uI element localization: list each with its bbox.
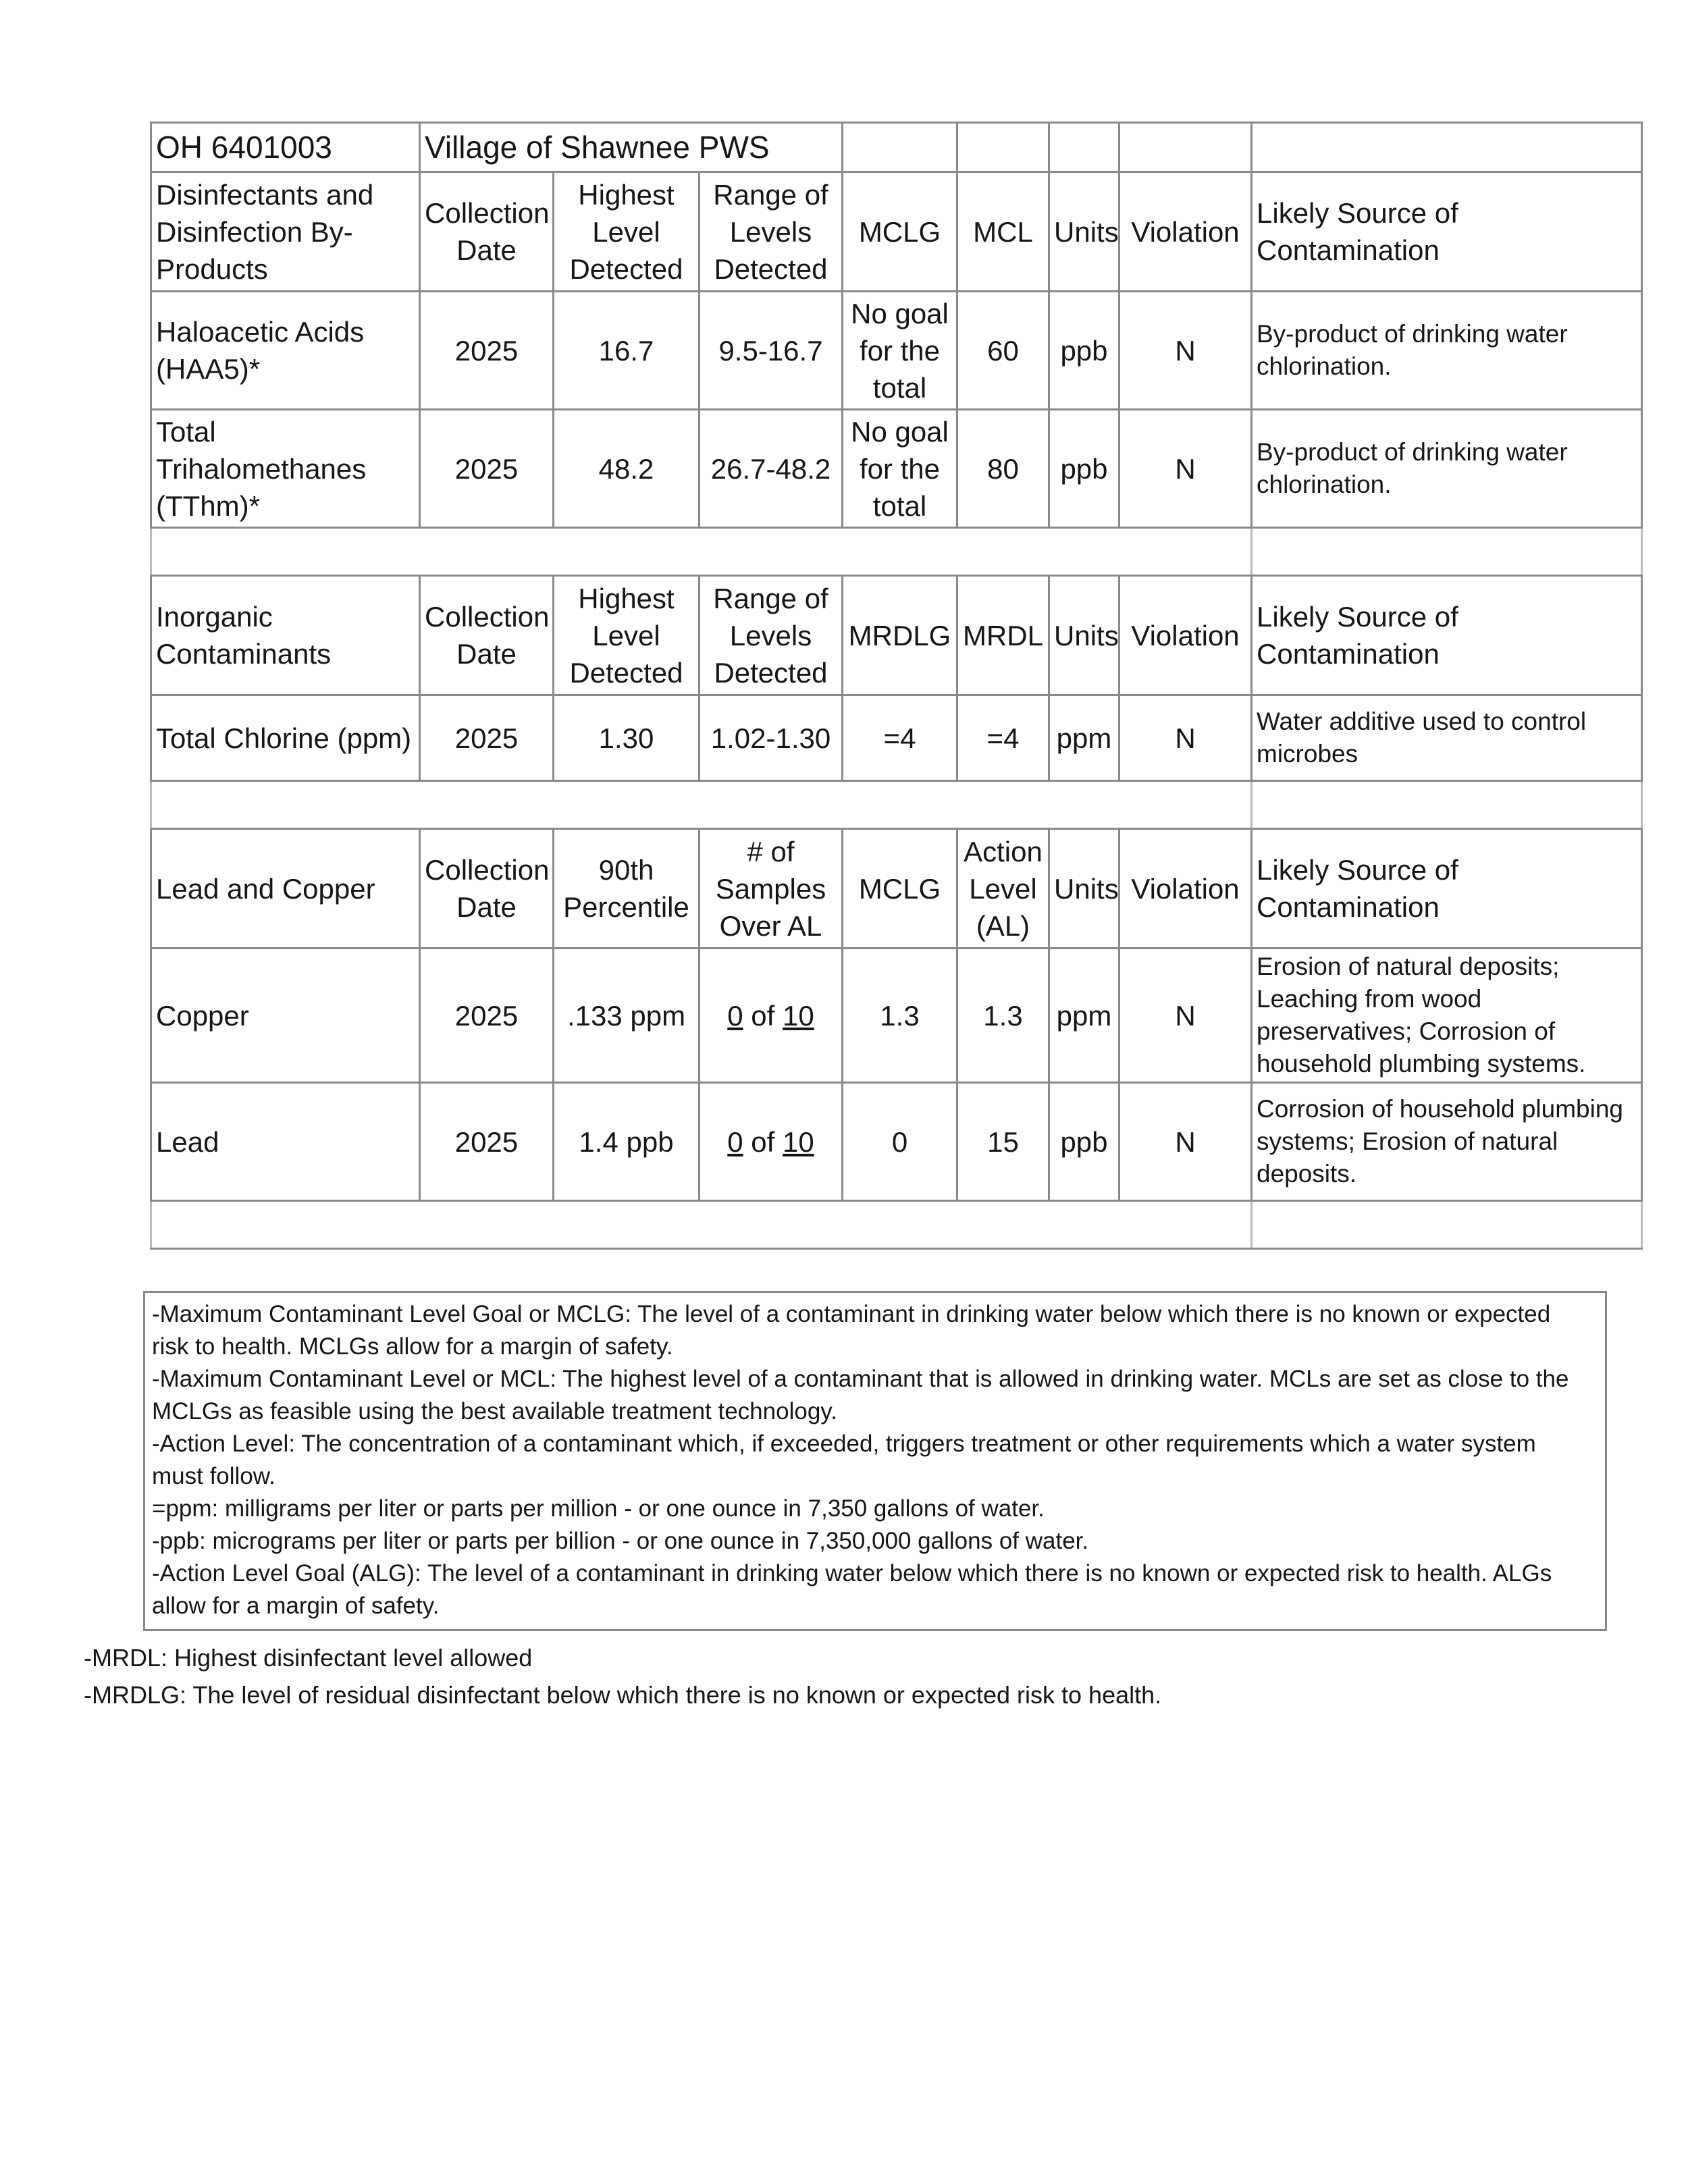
highest-level: 16.7 bbox=[554, 292, 700, 410]
likely-source: Erosion of natural deposits; Leaching from wood preservatives; Corrosion of household plumbing systems. bbox=[1252, 949, 1642, 1083]
contaminant-name: Total Trihalomethanes (TThm)* bbox=[151, 410, 420, 528]
column-header: Violation bbox=[1119, 172, 1252, 292]
column-header: Inorganic Contaminants bbox=[151, 576, 420, 695]
action-level-value: 15 bbox=[957, 1083, 1049, 1201]
column-header: Likely Source of Contamination bbox=[1252, 172, 1642, 292]
blank-cell bbox=[151, 781, 1252, 829]
dbp-header-row bbox=[151, 172, 1642, 292]
units-value: ppb bbox=[1049, 410, 1119, 528]
column-header: Range of Levels Detected bbox=[700, 172, 843, 292]
note-ppb: -ppb: micrograms per liter or parts per billion - or one ounce in 7,350,000 gallons of water. bbox=[152, 1528, 1089, 1554]
violation-value: N bbox=[1119, 695, 1252, 781]
separator-row bbox=[151, 781, 1642, 829]
note-alg: -Action Level Goal (ALG): The level of a contaminant in drinking water below which there is no known or expected risk to health. ALGs allow for a margin of safety. bbox=[152, 1560, 1552, 1619]
column-header: Collection Date bbox=[420, 829, 554, 949]
column-header: MRDLG bbox=[843, 576, 957, 695]
samples-over-count: 0 bbox=[727, 1125, 743, 1158]
note-ppm: =ppm: milligrams per liter or parts per million - or one ounce in 7,350 gallons of water. bbox=[152, 1495, 1045, 1522]
blank-cell bbox=[1252, 528, 1642, 576]
mcl-value: 60 bbox=[957, 292, 1049, 410]
mcl-value: 80 bbox=[957, 410, 1049, 528]
column-header: MRDL bbox=[957, 576, 1049, 695]
column-header: Violation bbox=[1119, 829, 1252, 949]
contaminant-name: Total Chlorine (ppm) bbox=[151, 695, 420, 781]
column-header: # of Samples Over AL bbox=[700, 829, 843, 949]
collection-date: 2025 bbox=[420, 1083, 554, 1201]
extra-definitions bbox=[84, 1639, 1161, 1713]
table-row bbox=[151, 1083, 1642, 1201]
samples-over-of: of bbox=[751, 1125, 775, 1158]
violation-value: N bbox=[1119, 410, 1252, 528]
column-header: 90th Percentile bbox=[554, 829, 700, 949]
column-header: Action Level (AL) bbox=[957, 829, 1049, 949]
samples-over-al bbox=[700, 949, 843, 1083]
highest-level: 48.2 bbox=[554, 410, 700, 528]
samples-total: 10 bbox=[783, 1125, 814, 1158]
likely-source: Corrosion of household plumbing systems; Erosion of natural deposits. bbox=[1252, 1083, 1642, 1201]
column-header: Units bbox=[1049, 829, 1119, 949]
column-header: Collection Date bbox=[420, 172, 554, 292]
units-value: ppm bbox=[1049, 695, 1119, 781]
percentile-90: .133 ppm bbox=[554, 949, 700, 1083]
pws-id: OH 6401003 bbox=[151, 123, 420, 172]
column-header: Collection Date bbox=[420, 576, 554, 695]
note-mclg: -Maximum Contaminant Level Goal or MCLG: The level of a contaminant in drinking water below which there is no known or expected risk to health. MCLGs allow for a margin of safety. bbox=[152, 1301, 1551, 1360]
column-header: Lead and Copper bbox=[151, 829, 420, 949]
collection-date: 2025 bbox=[420, 292, 554, 410]
contaminant-name: Copper bbox=[151, 949, 420, 1083]
collection-date: 2025 bbox=[420, 949, 554, 1083]
note-mcl: -Maximum Contaminant Level or MCL: The highest level of a contaminant that is allowed in drinking water. MCLs are set as close to the MCLGs as feasible using the best available treatment technology. bbox=[152, 1366, 1569, 1424]
mclg-value: No goal for the total bbox=[843, 410, 957, 528]
contaminant-name: Haloacetic Acids (HAA5)* bbox=[151, 292, 420, 410]
lead-copper-header-row bbox=[151, 829, 1642, 949]
contaminant-name: Lead bbox=[151, 1083, 420, 1201]
likely-source: Water additive used to control microbes bbox=[1252, 695, 1642, 781]
samples-total: 10 bbox=[783, 999, 814, 1032]
samples-over-of: of bbox=[751, 999, 775, 1032]
system-header-row bbox=[151, 123, 1642, 172]
units-value: ppm bbox=[1049, 949, 1119, 1083]
column-header: Units bbox=[1049, 172, 1119, 292]
blank-cell bbox=[1252, 1201, 1642, 1249]
table-row bbox=[151, 410, 1642, 528]
column-header: Violation bbox=[1119, 576, 1252, 695]
collection-date: 2025 bbox=[420, 695, 554, 781]
table-row bbox=[151, 949, 1642, 1083]
blank-cell bbox=[151, 1201, 1252, 1249]
blank-cell bbox=[1252, 781, 1642, 829]
column-header: Highest Level Detected bbox=[554, 172, 700, 292]
mclg-value: No goal for the total bbox=[843, 292, 957, 410]
table-row bbox=[151, 292, 1642, 410]
pws-name: Village of Shawnee PWS bbox=[420, 123, 843, 172]
column-header: Highest Level Detected bbox=[554, 576, 700, 695]
highest-level: 1.30 bbox=[554, 695, 700, 781]
blank-cell bbox=[151, 528, 1252, 576]
definitions-box bbox=[143, 1291, 1607, 1631]
blank-cell bbox=[957, 123, 1049, 172]
definition-mrdl: -MRDL: Highest disinfectant level allowed bbox=[84, 1644, 533, 1672]
range-of-levels: 1.02-1.30 bbox=[700, 695, 843, 781]
column-header: MCLG bbox=[843, 829, 957, 949]
violation-value: N bbox=[1119, 292, 1252, 410]
blank-cell bbox=[843, 123, 957, 172]
blank-cell bbox=[1252, 123, 1642, 172]
blank-cell bbox=[1119, 123, 1252, 172]
samples-over-al bbox=[700, 1083, 843, 1201]
separator-row bbox=[151, 528, 1642, 576]
samples-over-count: 0 bbox=[727, 999, 743, 1032]
column-header: Range of Levels Detected bbox=[700, 576, 843, 695]
mclg-value: 1.3 bbox=[843, 949, 957, 1083]
mclg-value: 0 bbox=[843, 1083, 957, 1201]
column-header: Likely Source of Contamination bbox=[1252, 829, 1642, 949]
column-header: MCL bbox=[957, 172, 1049, 292]
action-level-value: 1.3 bbox=[957, 949, 1049, 1083]
range-of-levels: 9.5-16.7 bbox=[700, 292, 843, 410]
separator-row bbox=[151, 1201, 1642, 1249]
percentile-90: 1.4 ppb bbox=[554, 1083, 700, 1201]
violation-value: N bbox=[1119, 949, 1252, 1083]
column-header: MCLG bbox=[843, 172, 957, 292]
likely-source: By-product of drinking water chlorination. bbox=[1252, 292, 1642, 410]
inorganic-header-row bbox=[151, 576, 1642, 695]
water-quality-table bbox=[150, 122, 1641, 1250]
column-header: Disinfectants and Disinfection By-Products bbox=[151, 172, 420, 292]
units-value: ppb bbox=[1049, 1083, 1119, 1201]
collection-date: 2025 bbox=[420, 410, 554, 528]
mrdl-value: =4 bbox=[957, 695, 1049, 781]
mrdlg-value: =4 bbox=[843, 695, 957, 781]
violation-value: N bbox=[1119, 1083, 1252, 1201]
units-value: ppb bbox=[1049, 292, 1119, 410]
blank-cell bbox=[1049, 123, 1119, 172]
column-header: Likely Source of Contamination bbox=[1252, 576, 1642, 695]
range-of-levels: 26.7-48.2 bbox=[700, 410, 843, 528]
note-action-level: -Action Level: The concentration of a contaminant which, if exceeded, triggers treatment or other requirements which a water system must follow. bbox=[152, 1431, 1536, 1489]
column-header: Units bbox=[1049, 576, 1119, 695]
table-row bbox=[151, 695, 1642, 781]
likely-source: By-product of drinking water chlorination. bbox=[1252, 410, 1642, 528]
definition-mrdlg: -MRDLG: The level of residual disinfectant below which there is no known or expected risk to health. bbox=[84, 1681, 1162, 1709]
